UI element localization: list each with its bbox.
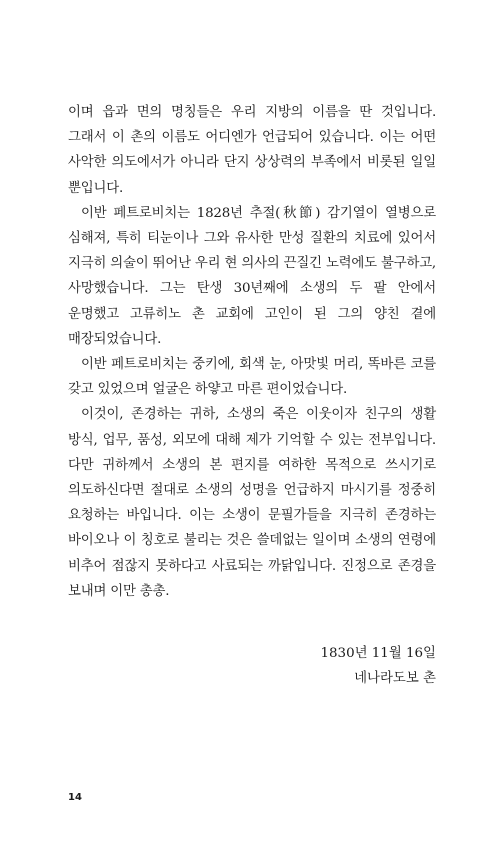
paragraph-continued: 이며 읍과 면의 명칭들은 우리 지방의 이름을 딴 것입니다. 그래서 이 촌의 이름도 어디엔가 언급되어 있습니다. 이는 어떤 사악한 의도에서가 아니라 단지 상상력의 부족에서 비롯된 일일 뿐입니다. <box>68 105 436 196</box>
body-text <box>68 100 436 604</box>
page-number: 14 <box>68 792 82 803</box>
letter-signature <box>136 641 436 691</box>
signature-date: 1830년 11월 16일 <box>320 646 436 661</box>
paragraph-closing: 이것이, 존경하는 귀하, 소생의 죽은 이웃이자 친구의 생활 방식, 업무, 품성, 외모에 대해 제가 기억할 수 있는 전부입니다. 다만 귀하께서 소생의 본 편지를 여하한 목적으로 쓰시기로 의도하신다면 절대로 소생의 성명을 언급하지 마시기를 정중히 요청하는 바입니다. 이는 소생이 문필가들을 지극히 존경하는 바이오나 이 칭호로 불리는 것은 쓸데없는 일이며 소생의 연령에 비추어 점잖지 못하다고 사료되는 까닭입니다. 진정으로 존경을 보내며 이만 총총. <box>68 407 436 599</box>
signature-place: 네나라도보 촌 <box>354 671 436 687</box>
paragraph-death: 이반 페트로비치는 1828년 추절(秋節) 감기열이 열병으로 심해져, 특히 티눈이나 그와 유사한 만성 질환의 치료에 있어서 지극히 의술이 뛰어난 우리 현 의사의 끈질긴 노력에도 불구하고, 사망했습니다. 그는 탄생 30년째에 소생의 두 팔 안에서 운명했고 고류히노 촌 교회에 고인이 된 그의 양친 곁에 매장되었습니다. <box>68 205 436 347</box>
paragraph-appearance: 이반 페트로비치는 중키에, 회색 눈, 아맛빛 머리, 똑바른 코를 갖고 있었으며 얼굴은 하얗고 마른 편이었습니다. <box>68 357 436 398</box>
